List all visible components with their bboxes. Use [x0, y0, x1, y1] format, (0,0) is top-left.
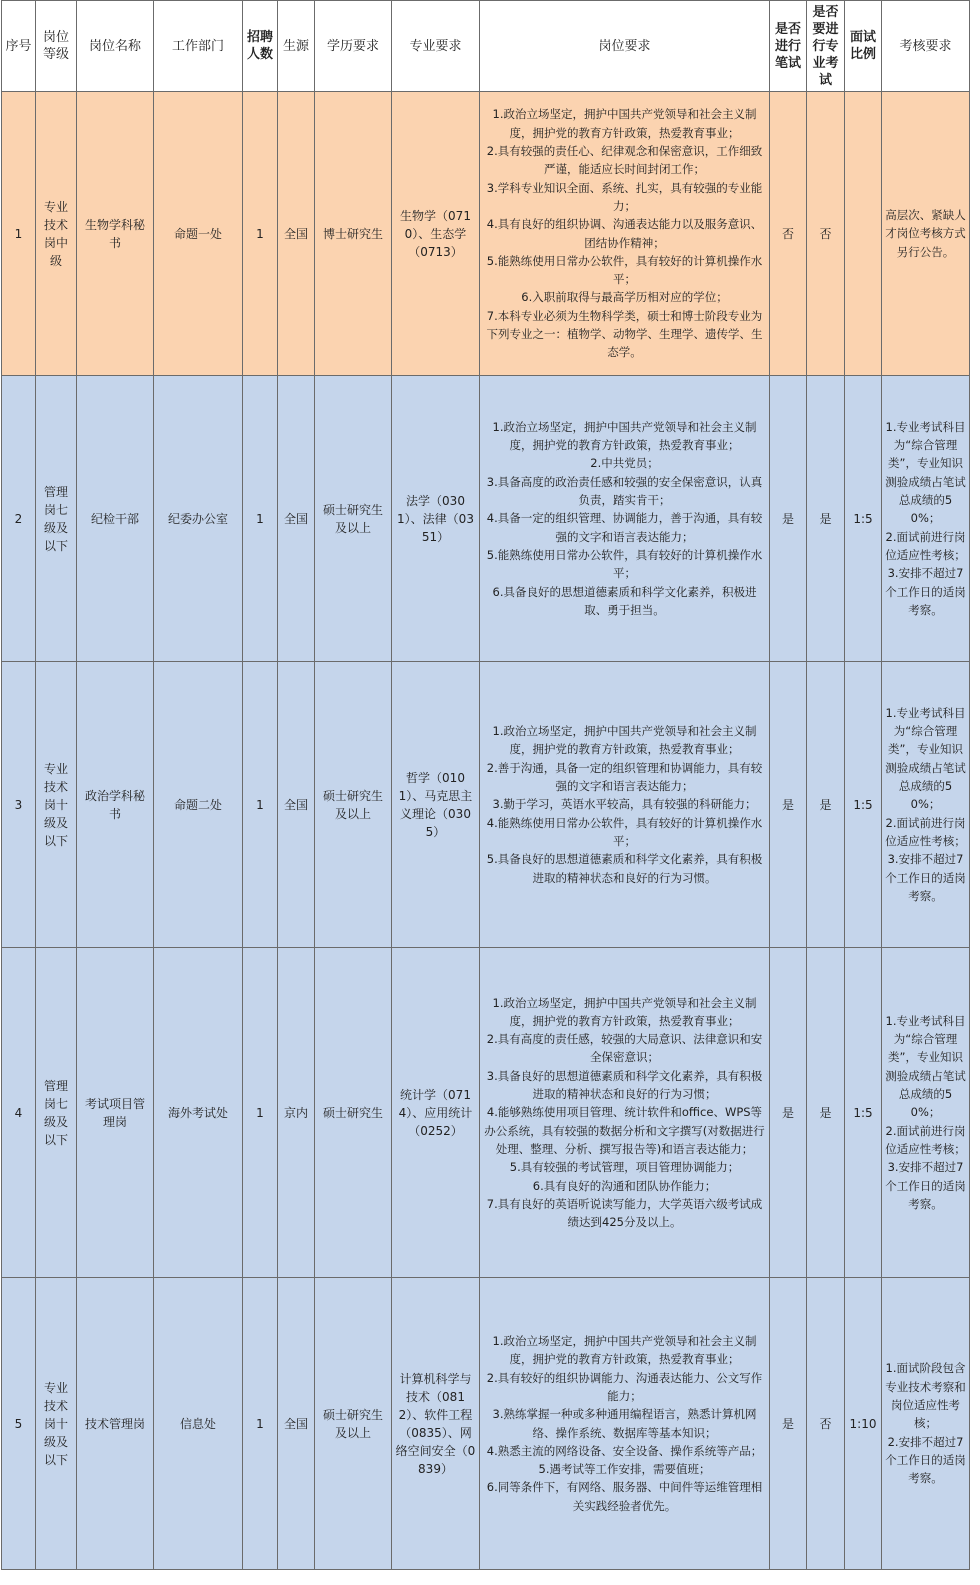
cell-requirements: [480, 92, 770, 376]
text-line: 3.熟练掌握一种或多种通用编程语言，熟悉计算机网络、操作系统、数据库等基本知识；: [492, 1407, 757, 1440]
cell-count: 1: [243, 662, 278, 948]
cell-seq: 5: [2, 1278, 36, 1570]
text-line: 7.具有良好的英语听说读写能力，大学英语六级考试成绩达到425分及以上。: [486, 1196, 763, 1230]
cell-dept: 海外考试处: [154, 948, 243, 1278]
cell-source: 全国: [278, 662, 315, 948]
table-row: [2, 1278, 970, 1570]
cell-requirements: [480, 662, 770, 948]
text-line: 1.政治立场坚定，拥护中国共产党领导和社会主义制度，拥护党的教育方针政策，热爱教育事业；: [492, 1334, 757, 1367]
cell-assessment: [882, 948, 970, 1278]
table-row: [2, 662, 970, 948]
header-education: 学历要求: [315, 1, 392, 92]
text-line: 2.面试前进行岗位适应性考核；: [885, 529, 966, 562]
cell-ratio: 1:5: [845, 662, 882, 948]
cell-seq: 4: [2, 948, 36, 1278]
cell-count: 1: [243, 948, 278, 1278]
cell-special-exam: 是: [807, 948, 845, 1278]
cell-major: 计算机科学与技术（0812）、软件工程（0835）、网络空间安全（0839）: [392, 1278, 480, 1570]
text-line: 1.面试阶段包含专业技术考察和岗位适应性考核；: [885, 1361, 966, 1431]
text-line: 6.入职前取得与最高学历相对应的学位；: [521, 290, 728, 305]
cell-written-test: 是: [770, 376, 807, 662]
text-line: 1.政治立场坚定，拥护中国共产党领导和社会主义制度，拥护党的教育方针政策，热爱教育事业；: [492, 419, 757, 453]
cell-assessment: [882, 662, 970, 948]
cell-dept: 命题二处: [154, 662, 243, 948]
cell-source: 全国: [278, 92, 315, 376]
text-line: 5.能熟练使用日常办公软件，具有较好的计算机操作水平；: [486, 253, 763, 287]
cell-special-exam: 否: [807, 1278, 845, 1570]
text-line: 5.能熟练使用日常办公软件，具有较好的计算机操作水平；: [486, 547, 763, 581]
cell-requirements: [480, 376, 770, 662]
text-line: 2.具有较强的责任心、纪律观念和保密意识，工作细致严谨，能适应长时间封闭工作；: [486, 144, 763, 177]
text-line: 4.熟悉主流的网络设备、安全设备、操作系统等产品；: [486, 1443, 763, 1458]
header-written-test: 是否进行笔试: [770, 1, 807, 92]
cell-written-test: 是: [770, 1278, 807, 1570]
header-major: 专业要求: [392, 1, 480, 92]
cell-level: 专业技术岗十级及以下: [36, 1278, 77, 1570]
cell-special-exam: 否: [807, 92, 845, 376]
cell-ratio: 1:5: [845, 948, 882, 1278]
cell-name: 政治学科秘书: [77, 662, 154, 948]
recruitment-table: [1, 0, 970, 1570]
text-line: 1.专业考试科目为“综合管理类”，专业知识测验成绩占笔试总成绩的50%；: [885, 705, 966, 812]
cell-assessment: [882, 1278, 970, 1570]
text-line: 3.勤于学习，英语水平较高，具有较强的科研能力；: [492, 797, 757, 812]
cell-assessment: [882, 92, 970, 376]
cell-seq: 1: [2, 92, 36, 376]
text-line: 5.具备良好的思想道德素质和科学文化素养，具有积极进取的精神状态和良好的行为习惯。: [486, 852, 763, 885]
cell-assessment: [882, 376, 970, 662]
text-line: 3.学科专业知识全面、系统、扎实，具有较强的专业能力；: [486, 180, 763, 213]
text-line: 5.具有较强的考试管理，项目管理协调能力；: [509, 1160, 740, 1175]
table-row: [2, 92, 970, 376]
cell-education: 硕士研究生及以上: [315, 662, 392, 948]
text-line: 3.安排不超过7个工作日的适岗考察。: [885, 1160, 966, 1211]
cell-dept: 纪委办公室: [154, 376, 243, 662]
cell-seq: 3: [2, 662, 36, 948]
text-line: 高层次、紧缺人才岗位考核方式另行公告。: [885, 208, 966, 259]
cell-seq: 2: [2, 376, 36, 662]
header-row: [2, 1, 970, 92]
header-name: 岗位名称: [77, 1, 154, 92]
text-line: 4.具有良好的组织协调、沟通表达能力以及服务意识、团结协作精神；: [486, 217, 763, 250]
cell-level: 专业技术岗十级及以下: [36, 662, 77, 948]
cell-education: 硕士研究生: [315, 948, 392, 1278]
text-line: 3.安排不超过7个工作日的适岗考察。: [885, 852, 966, 903]
text-line: 1.政治立场坚定，拥护中国共产党领导和社会主义制度，拥护党的教育方针政策，热爱教育事业；: [492, 724, 757, 757]
cell-ratio: 1:5: [845, 376, 882, 662]
cell-major: 生物学（0710）、生态学（0713）: [392, 92, 480, 376]
cell-written-test: 是: [770, 948, 807, 1278]
cell-source: 全国: [278, 1278, 315, 1570]
cell-source: 京内: [278, 948, 315, 1278]
text-line: 3.安排不超过7个工作日的适岗考察。: [885, 566, 966, 617]
header-level: 岗位等级: [36, 1, 77, 92]
cell-major: 法学（0301）、法律（0351）: [392, 376, 480, 662]
text-line: 6.具有良好的沟通和团队协作能力；: [532, 1178, 717, 1193]
cell-level: 管理岗七级及以下: [36, 948, 77, 1278]
text-line: 7.本科专业必须为生物科学类，硕士和博士阶段专业为下列专业之一：植物学、动物学、生理学、遗传学、生态学。: [486, 308, 763, 360]
cell-written-test: 是: [770, 662, 807, 948]
text-line: 6.同等条件下，有网络、服务器、中间件等运维管理相关实践经验者优先。: [486, 1480, 763, 1513]
cell-education: 硕士研究生及以上: [315, 1278, 392, 1570]
text-line: 1.专业考试科目为“综合管理类”，专业知识测验成绩占笔试总成绩的50%；: [885, 1013, 966, 1120]
text-line: 4.能够熟练使用项目管理、统计软件和office、WPS等办公系统，具有较强的数据分析和文字撰写(对数据进行处理、整理、分析、撰写报告等)和语言表达能力；: [484, 1105, 765, 1156]
cell-dept: 命题一处: [154, 92, 243, 376]
cell-count: 1: [243, 376, 278, 662]
cell-requirements: [480, 1278, 770, 1570]
text-line: 2.中共党员；: [590, 456, 659, 471]
cell-special-exam: 是: [807, 376, 845, 662]
header-count: 招聘人数: [243, 1, 278, 92]
cell-level: 管理岗七级及以下: [36, 376, 77, 662]
text-line: 6.具备良好的思想道德素质和科学文化素养，积极进取、勇于担当。: [492, 584, 757, 617]
text-line: 3.具备高度的政治责任感和较强的安全保密意识，认真负责，踏实肯干；: [486, 474, 763, 508]
header-seq: 序号: [2, 1, 36, 92]
text-line: 1.政治立场坚定，拥护中国共产党领导和社会主义制度，拥护党的教育方针政策，热爱教育事业；: [492, 995, 757, 1028]
cell-major: 统计学（0714）、应用统计（0252）: [392, 948, 480, 1278]
cell-written-test: 否: [770, 92, 807, 376]
cell-name: 考试项目管理岗: [77, 948, 154, 1278]
header-special-exam: 是否要进行专业考试: [807, 1, 845, 92]
text-line: 1.专业考试科目为“综合管理类”，专业知识测验成绩占笔试总成绩的50%；: [885, 419, 966, 526]
header-source: 生源: [278, 1, 315, 92]
cell-ratio: 1:10: [845, 1278, 882, 1570]
cell-education: 博士研究生: [315, 92, 392, 376]
header-ratio: 面试比例: [845, 1, 882, 92]
text-line: 1.政治立场坚定，拥护中国共产党领导和社会主义制度，拥护党的教育方针政策，热爱教育事业；: [492, 107, 757, 140]
cell-name: 技术管理岗: [77, 1278, 154, 1570]
text-line: 3.具备良好的思想道德素质和科学文化素养，具有积极进取的精神状态和良好的行为习惯；: [486, 1068, 763, 1102]
cell-major: 哲学（0101）、马克思主义理论（0305）: [392, 662, 480, 948]
text-line: 2.面试前进行岗位适应性考核；: [885, 815, 966, 848]
cell-special-exam: 是: [807, 662, 845, 948]
text-line: 4.具备一定的组织管理、协调能力，善于沟通，具有较强的文字和语言表达能力；: [486, 511, 763, 544]
header-dept: 工作部门: [154, 1, 243, 92]
text-line: 2.安排不超过7个工作日的适岗考察。: [885, 1434, 966, 1486]
text-line: 4.能熟练使用日常办公软件，具有较好的计算机操作水平；: [486, 815, 763, 848]
cell-count: 1: [243, 1278, 278, 1570]
cell-name: 生物学科秘书: [77, 92, 154, 376]
text-line: 5.遇考试等工作安排，需要值班；: [538, 1462, 711, 1477]
header-assessment: 考核要求: [882, 1, 970, 92]
cell-education: 硕士研究生及以上: [315, 376, 392, 662]
text-line: 2.善于沟通，具备一定的组织管理和协调能力，具有较强的文字和语言表达能力；: [486, 760, 763, 794]
cell-dept: 信息处: [154, 1278, 243, 1570]
cell-source: 全国: [278, 376, 315, 662]
cell-requirements: [480, 948, 770, 1278]
table-row: [2, 948, 970, 1278]
text-line: 2.面试前进行岗位适应性考核；: [885, 1123, 966, 1156]
text-line: 2.具有较好的组织协调能力、沟通表达能力、公文写作能力；: [486, 1370, 763, 1403]
cell-ratio: [845, 92, 882, 376]
cell-level: 专业技术岗中级: [36, 92, 77, 376]
table-row: [2, 376, 970, 662]
cell-count: 1: [243, 92, 278, 376]
cell-name: 纪检干部: [77, 376, 154, 662]
header-requirements: 岗位要求: [480, 1, 770, 92]
text-line: 2.具有高度的责任感，较强的大局意识、法律意识和安全保密意识；: [486, 1032, 763, 1065]
